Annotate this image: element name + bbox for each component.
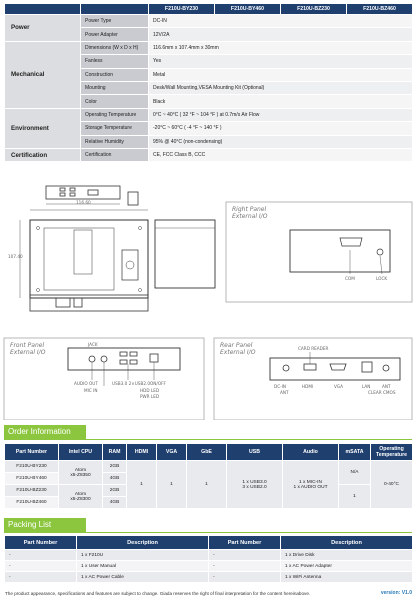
dimension-depth-label: 107.40 bbox=[8, 254, 23, 259]
order-banner: Order Information bbox=[4, 425, 86, 439]
order-ram: 4GB bbox=[103, 497, 127, 509]
right-panel-lock bbox=[377, 249, 383, 255]
packing-cell: - bbox=[5, 561, 77, 572]
right-panel-com-port bbox=[340, 238, 362, 246]
leader-line bbox=[380, 256, 382, 274]
rear-dcin-note: DC-IN bbox=[274, 384, 287, 389]
packing-cell: - bbox=[5, 572, 77, 583]
packing-table bbox=[4, 535, 413, 583]
packing-header-cell: Description bbox=[77, 536, 209, 550]
packing-banner: Packing List bbox=[4, 518, 86, 532]
front-audio-note: AUDIO OUT bbox=[74, 381, 98, 386]
packing-banner-line bbox=[4, 532, 412, 533]
order-header-cell: GbE bbox=[187, 444, 227, 461]
order-cpu: Atom x5-Z8350 bbox=[59, 461, 103, 485]
packing-cell: 1 x WiFi Antenna bbox=[281, 572, 413, 583]
rear-clear-note: CLEAR CMOS bbox=[368, 390, 396, 395]
spec-value: Yes bbox=[149, 55, 413, 68]
order-header-cell: mSATA bbox=[339, 444, 371, 461]
top-view-body bbox=[46, 186, 120, 199]
front-view-port bbox=[74, 298, 82, 307]
order-part-number: F210U-BZ230 bbox=[5, 485, 59, 497]
packing-cell: - bbox=[209, 561, 281, 572]
mechanical-drawings bbox=[0, 180, 416, 420]
packing-cell: 1 x User Manual bbox=[77, 561, 209, 572]
order-ram: 2GB bbox=[103, 461, 127, 473]
side-block-body bbox=[155, 220, 215, 288]
spec-value: CE, FCC Class B, CCC bbox=[149, 148, 413, 161]
top-port bbox=[88, 190, 98, 195]
spec-table bbox=[4, 3, 413, 162]
spec-label: Power Adapter bbox=[81, 28, 149, 41]
order-audio: 1 x MIC-IN 1 x AUDIO OUT bbox=[283, 461, 339, 509]
table-row bbox=[5, 461, 413, 473]
packing-header-cell: Description bbox=[281, 536, 413, 550]
right-panel-body bbox=[290, 230, 390, 272]
table-row bbox=[5, 572, 413, 583]
front-onoff-note: ON/OFF bbox=[150, 381, 166, 386]
spec-category-environment: Environment bbox=[5, 108, 81, 148]
front-audio-jack bbox=[89, 356, 95, 362]
right-lock-note: LOCK bbox=[376, 276, 388, 281]
order-ram: 2GB bbox=[103, 485, 127, 497]
spec-header-row bbox=[5, 4, 413, 15]
spec-value: 0°C ~ 40°C ( 32 °F ~ 104 °F ) at 0.7m/s Air Flow bbox=[149, 108, 413, 121]
spec-header-model: F210U-BY230 bbox=[149, 4, 215, 15]
front-view-port bbox=[56, 298, 70, 307]
spec-row bbox=[5, 15, 413, 28]
packing-header-cell: Part Number bbox=[5, 536, 77, 550]
front-view-body bbox=[30, 295, 148, 311]
drawing-canvas bbox=[0, 180, 416, 420]
front-mic-note: MIC IN bbox=[84, 388, 98, 393]
packing-cell: 1 x AC Power Cable bbox=[77, 572, 209, 583]
rear-vga-port bbox=[330, 364, 346, 370]
front-hdd-note: HDD LED bbox=[140, 388, 160, 393]
screw-hole bbox=[139, 227, 142, 230]
order-table bbox=[4, 443, 413, 509]
order-banner-line bbox=[4, 439, 412, 440]
spec-value: DC-IN bbox=[149, 15, 413, 28]
spec-value: 12V/2A bbox=[149, 28, 413, 41]
spec-value: -20°C ~ 60°C ( -4 °F ~ 140 °F ) bbox=[149, 122, 413, 135]
plan-view-connector bbox=[126, 261, 134, 269]
spec-row bbox=[5, 108, 413, 121]
side-view-body bbox=[128, 192, 138, 205]
order-vga: 1 bbox=[157, 461, 187, 509]
front-panel-title: Front Panel External I/O bbox=[10, 342, 46, 356]
front-jack-note: JACK bbox=[88, 342, 98, 347]
order-gbe: 1 bbox=[187, 461, 227, 509]
spec-label: Operating Temperature bbox=[81, 108, 149, 121]
spec-value: Metal bbox=[149, 68, 413, 81]
spec-category-certification: Certification bbox=[5, 148, 81, 161]
screw-hole bbox=[139, 289, 142, 292]
spec-label: Storage Temperature bbox=[81, 122, 149, 135]
packing-cell: 1 x AC Power Adapter bbox=[281, 561, 413, 572]
spec-header-blank bbox=[5, 4, 81, 15]
packing-cell: - bbox=[209, 550, 281, 561]
order-header-cell: Operating Temperature bbox=[371, 444, 413, 461]
table-row bbox=[5, 561, 413, 572]
front-usb-port bbox=[120, 360, 127, 364]
order-header-cell: Part Number bbox=[5, 444, 59, 461]
plan-view-body bbox=[30, 220, 148, 298]
spec-label: Relative Humidity bbox=[81, 135, 149, 148]
order-cpu: Atom x5-Z8300 bbox=[59, 485, 103, 509]
rear-vga-note: VGA bbox=[334, 384, 343, 389]
spec-label: Power Type bbox=[81, 15, 149, 28]
rear-hdmi-port bbox=[304, 364, 316, 370]
plan-view-board bbox=[44, 228, 114, 290]
spec-header-model: F210U-BY460 bbox=[215, 4, 281, 15]
order-header-cell: Intel CPU bbox=[59, 444, 103, 461]
footer-disclaimer: The product appearance, specifications and features are subject to change. Giada reserves the right of final interpretation for the content hereinabove. bbox=[5, 591, 311, 596]
front-panel-body bbox=[68, 348, 180, 370]
spec-label: Mounting bbox=[81, 81, 149, 94]
spec-label: Certification bbox=[81, 148, 149, 161]
spec-row bbox=[5, 41, 413, 54]
front-pwr-note: PWR LED bbox=[140, 394, 160, 399]
order-header-cell: RAM bbox=[103, 444, 127, 461]
top-usb-port bbox=[70, 193, 75, 196]
right-panel-title: Right Panel External I/O bbox=[232, 206, 268, 220]
rear-panel-body bbox=[270, 358, 400, 380]
top-usb-port bbox=[60, 193, 65, 196]
table-row bbox=[5, 550, 413, 561]
rear-lan-note: LAN bbox=[362, 384, 371, 389]
order-header-cell: HDMI bbox=[127, 444, 157, 461]
spec-header-model: F210U-BZ230 bbox=[281, 4, 347, 15]
spec-header-model: F210U-BZ460 bbox=[347, 4, 413, 15]
right-com-note: COM bbox=[345, 276, 355, 281]
order-msata: N/A bbox=[339, 461, 371, 485]
rear-hdmi-note: HDMI bbox=[302, 384, 314, 389]
rear-antenna bbox=[283, 365, 289, 371]
spec-value: 116.6mm x 107.4mm x 30mm bbox=[149, 41, 413, 54]
plan-view-slot bbox=[74, 230, 92, 274]
order-header-cell: VGA bbox=[157, 444, 187, 461]
plan-view-com bbox=[122, 250, 138, 280]
rear-panel-title: Rear Panel External I/O bbox=[220, 342, 256, 356]
order-ram: 4GB bbox=[103, 473, 127, 485]
spec-label: Color bbox=[81, 95, 149, 108]
rear-antenna bbox=[383, 365, 389, 371]
front-power-button bbox=[150, 354, 158, 362]
spec-header-blank bbox=[81, 4, 149, 15]
order-msata: 1 bbox=[339, 485, 371, 509]
screw-hole bbox=[37, 289, 40, 292]
order-header-cell: USB bbox=[227, 444, 283, 461]
packing-cell: 1 x F210U bbox=[77, 550, 209, 561]
top-usb-port bbox=[70, 188, 75, 191]
dimension-width-label: 116.60 bbox=[76, 200, 91, 205]
spec-value: 95% @ 40°C (non-condensing) bbox=[149, 135, 413, 148]
order-part-number: F210U-BY230 bbox=[5, 461, 59, 473]
packing-header-row bbox=[5, 536, 413, 550]
order-part-number: F210U-BY460 bbox=[5, 473, 59, 485]
rear-lan-port bbox=[362, 362, 372, 372]
front-usb-note: USB3.0 2×USB2.0 bbox=[112, 381, 151, 386]
order-hdmi: 1 bbox=[127, 461, 157, 509]
order-part-number: F210U-BZ460 bbox=[5, 497, 59, 509]
packing-cell: - bbox=[209, 572, 281, 583]
spec-category-mechanical: Mechanical bbox=[5, 41, 81, 108]
spec-label: Dimensions (W x D x H) bbox=[81, 41, 149, 54]
spec-label: Construction bbox=[81, 68, 149, 81]
packing-header-cell: Part Number bbox=[209, 536, 281, 550]
packing-cell: - bbox=[5, 550, 77, 561]
order-usb: 1 x USB3.0 3 x USB2.0 bbox=[227, 461, 283, 509]
front-usb-port bbox=[130, 352, 137, 356]
order-header-row bbox=[5, 444, 413, 461]
order-header-cell: Audio bbox=[283, 444, 339, 461]
front-mic-jack bbox=[101, 356, 107, 362]
spec-value: Black bbox=[149, 95, 413, 108]
rear-ant2-note: ANT bbox=[382, 384, 391, 389]
top-usb-port bbox=[60, 188, 65, 191]
front-usb-port bbox=[120, 352, 127, 356]
version-label: version: V1.0 bbox=[380, 590, 412, 596]
front-usb-port bbox=[130, 360, 137, 364]
spec-label: Fanless bbox=[81, 55, 149, 68]
spec-row bbox=[5, 148, 413, 161]
rear-ant-note: ANT bbox=[280, 390, 289, 395]
spec-category-power: Power bbox=[5, 15, 81, 42]
rear-card-note: CARD READER bbox=[298, 346, 329, 351]
packing-cell: 1 x Drive Disk bbox=[281, 550, 413, 561]
screw-hole bbox=[37, 227, 40, 230]
spec-value: Desk/Wall Mounting,VESA Mounting Kit (Optional) bbox=[149, 81, 413, 94]
order-temp: 0-40°C bbox=[371, 461, 413, 509]
